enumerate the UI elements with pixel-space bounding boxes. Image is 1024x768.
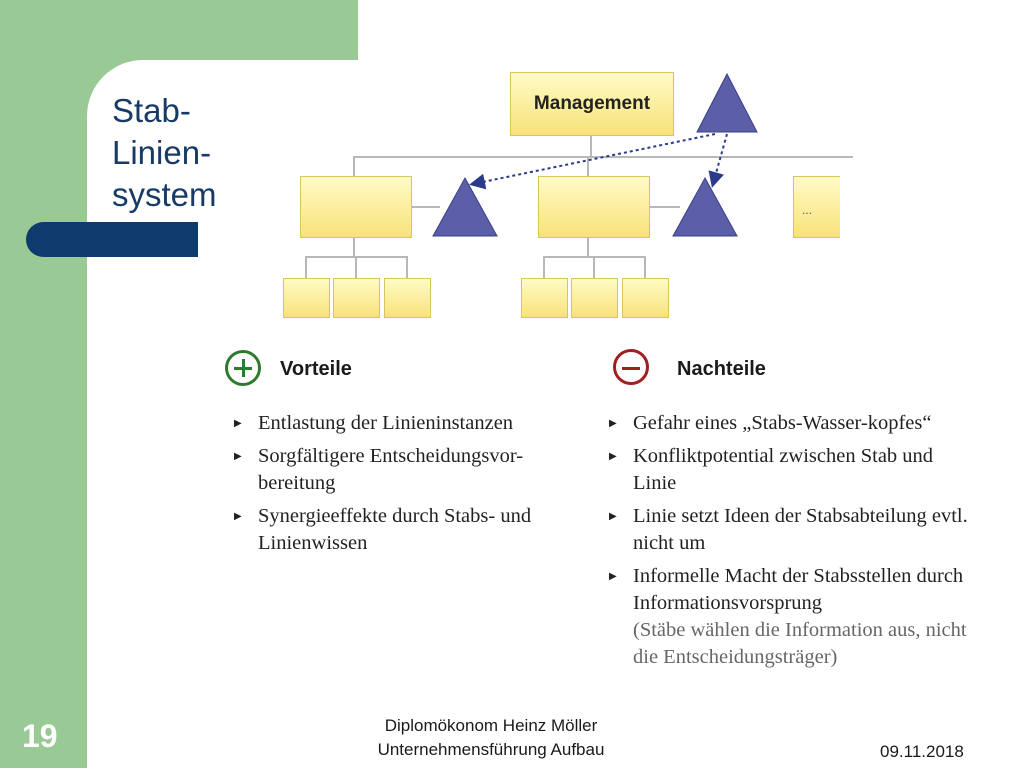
list-item-text: Informelle Macht der Stabsstellen durch Informationsvorsprung [633,565,964,614]
staff-triangle-icon [673,178,737,236]
list-item: ▶ Konfliktpotential zwischen Stab und Linie [607,443,979,497]
staff-arrow [713,134,727,184]
staff-triangle-icon [433,178,497,236]
vorteile-heading: Vorteile [280,358,352,380]
vorteile-list [232,410,592,563]
list-item: ▶ Sorgfältigere Entscheidungsvor-bereitung [232,443,592,497]
list-item-note: (Stäbe wählen die Information aus, nicht die Entscheidungsträger) [633,619,967,668]
green-top-band [0,0,358,60]
list-item [607,563,979,671]
staff-triangle-icon [697,74,757,132]
slide-number: 19 [22,718,58,754]
footer-date: 09.11.2018 [880,742,964,761]
list-item: ▶ Linie setzt Ideen der Stabsabteilung evtl. nicht um [607,503,979,557]
nachteile-heading: Nachteile [677,358,766,380]
list-item: ▶ Entlastung der Linieninstanzen [232,410,592,437]
green-side-band [0,0,87,768]
nachteile-list [607,410,979,677]
org-chart [265,60,855,325]
list-item: ▶ Gefahr eines „Stabs-Wasser-kopfes“ [607,410,979,437]
plus-circle-icon [225,350,261,386]
staff-arrow [473,134,715,184]
navy-accent-bar [26,222,198,257]
ellipsis-text: ... [802,203,813,217]
management-label: Management [533,93,651,114]
footer-subject: Unternehmensführung Aufbau [377,740,605,759]
list-item: ▶ Synergieeffekte durch Stabs- und Linienwissen [232,503,592,557]
minus-circle-icon [613,349,649,385]
staff-arrows [265,60,855,325]
footer-author: Diplomökonom Heinz Möller [384,716,598,735]
slide-title: Stab- Linien- system [112,92,217,213]
